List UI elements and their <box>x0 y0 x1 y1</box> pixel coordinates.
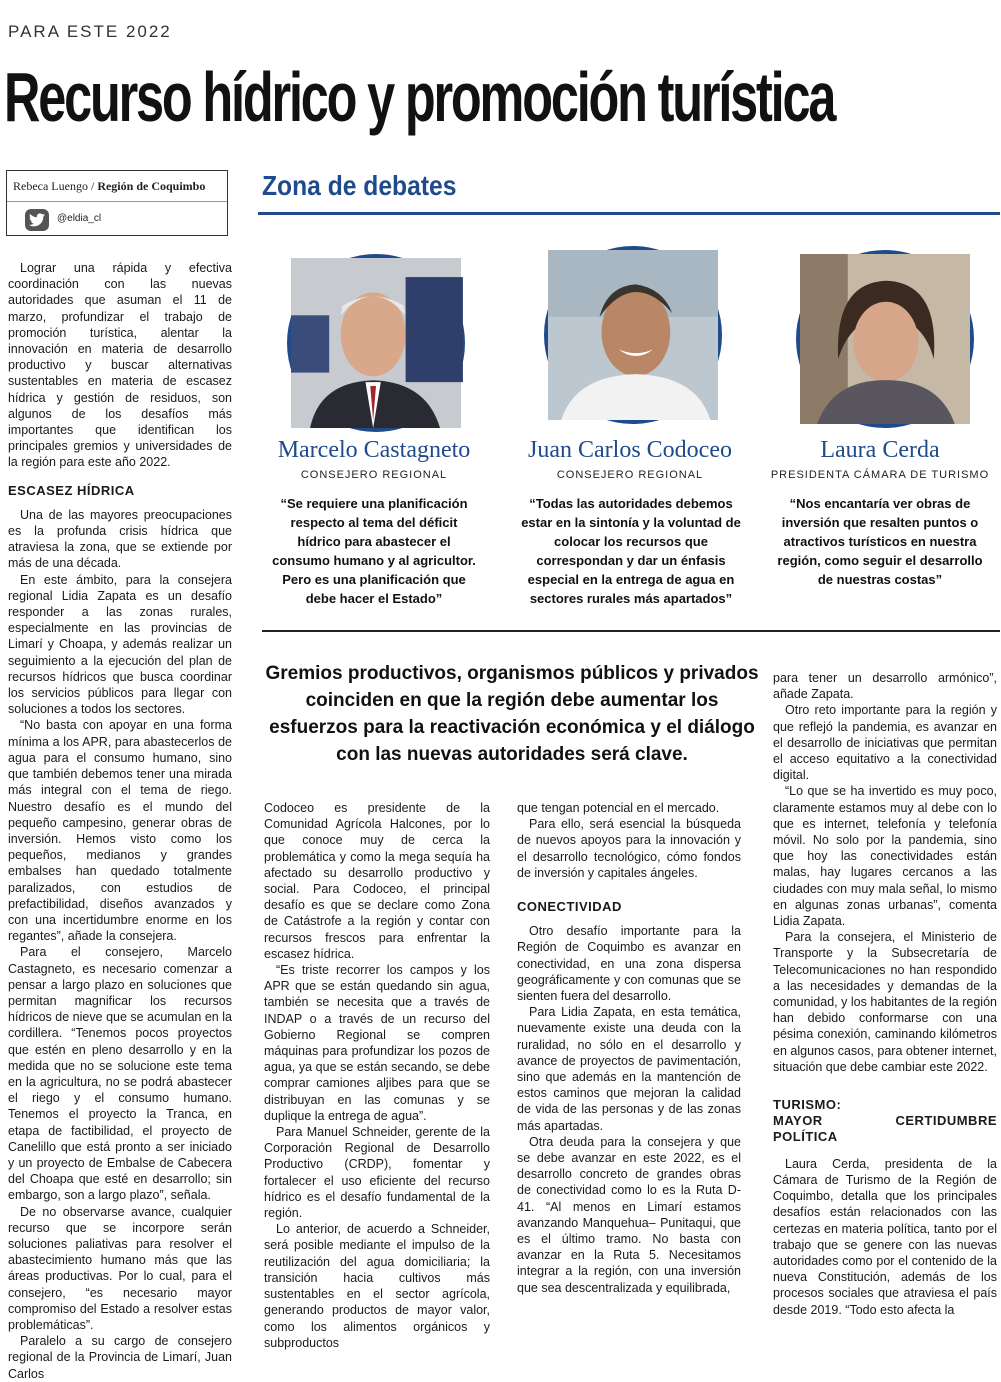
article-column-4 <box>773 670 997 1320</box>
body-paragraph: En este ámbito, para la consejera regional Lidia Zapata es un desafío responder a las zonas rurales, especialmente en las provincias de Limarí y Choapa, y además realizar un seguimiento a la ejecución del plan de recursos hídricos que busca coordinar los servicios públicos para llegar con soluciones a todos los sectores. <box>8 572 232 717</box>
panelist-name: Juan Carlos Codoceo <box>528 437 732 463</box>
body-paragraph: Laura Cerda, presidenta de la Cámara de Turismo de la Región de Coquimbo, detalla que los principales desafíos están relacionados con las certezas en materia política, tanto por el trabajo que se genere con las nuevas autoridades como por el contenido de la nueva Constitución, además de los procesos sociales que atraviesa el país desde 2019. “Todo esto afecta la <box>773 1156 997 1317</box>
panelist-name: Laura Cerda <box>820 437 940 463</box>
byline-box <box>6 170 228 236</box>
body-paragraph: que tengan potencial en el mercado. <box>517 801 720 815</box>
body-paragraph: Lograr una rápida y efectiva coordinación con las nuevas autoridades que asuman el 11 de marzo, profundizar el trabajo de promoción turística, alentar la innovación en materia de desarrollo productivo y buscar alternativas sustentables en materia de escasez hídrica y gestión de residuos, son algunos de los desafíos más importantes que identifican los principales gremios y universidades de la región para este año 2022. <box>8 261 232 470</box>
article-column-1 <box>8 260 232 1381</box>
body-paragraph: para tener un desarrollo armónico”, añade Zapata. <box>773 671 997 702</box>
body-paragraph: “Es triste recorrer los campos y los APR que se están quedando sin agua, también se necesita que a través de INDAP o a través de un recurso del Gobierno Regional se compren máquinas para profundizar los pozos de agua, ya que se están secando, se debe comprar camiones aljibes para que se distribuyan en las comunas y se duplique la entrega de agua”. <box>264 963 490 1123</box>
portrait-juan-carlos-codoceo <box>544 246 722 424</box>
body-paragraph: Paralelo a su cargo de consejero regional de la Provincia de Limarí, Juan Carlos <box>8 1334 232 1381</box>
twitter-handle: @eldia_cl <box>57 213 102 224</box>
section-title: Zona de debates <box>262 170 457 201</box>
twitter-icon <box>25 209 49 231</box>
body-paragraph: Para el consejero, Marcelo Castagneto, es necesario comenzar a pensar a largo plazo en soluciones que permitan magnificar los recursos hídricos de nieve que se acumulan en la cordillera. “Tenemos pocos proyectos que estén en pleno desarrollo y en la medida que no se solucione este tema en la agricultura, no se podrá abastecer el riego y el consumo humano. Tenemos el proyecto la Tranca, en etapa de factibilidad, el proyecto de Canelillo que está pronto a ser iniciado y un proyecto de Embalse de Cabecera del Choapa que esté en desarrollo; sin embargo, son a largo plazo”, señala. <box>8 945 232 1203</box>
lead-paragraph: Gremios productivos, organismos públicos y privados coinciden en que la región debe aumentar los esfuerzos para la reactivación económica y el diálogo con las nuevas autoridades será clave. <box>265 663 759 765</box>
kicker: PARA ESTE 2022 <box>8 22 172 41</box>
body-paragraph: Otro reto importante para la región y que reflejó la pandemia, es avanzar en el desarrollo de iniciativas que permitan el acceso equitativo a la conectividad digital. <box>773 703 997 783</box>
panelist-role: CONSEJERO REGIONAL <box>300 469 448 481</box>
portrait-marcelo-castagneto <box>287 254 465 432</box>
body-paragraph: Una de las mayores preocupaciones es la profunda crisis hídrica que atraviesa la zona, que se extiende por más de una década. <box>8 507 232 571</box>
body-paragraph: Otro desafío importante para la Región de Coquimbo es avanzar en conectividad, en una zona dispersa geográficamente y con comunas que se sienten fuera del desarrollo. <box>517 924 741 1004</box>
body-paragraph: Para la consejera, el Ministerio de Transporte y la Subsecretaría de Telecomunicaciones no han respondido a las necesidades y demandas de la comunidad, y los habitantes de la región han debido conformarse con una pésima conexión, caminando kilómetros en algunos casos, para obtener internet, situación que debe cambiar este 2022. <box>773 930 997 1074</box>
headline: Recurso hídrico y promoción turística <box>4 58 835 136</box>
author: Rebeca Luengo <box>13 179 88 193</box>
body-paragraph: “Lo que se ha invertido es muy poco, claramente estamos muy al debe con lo que es internet, telefonía y telefonía móvil. No solo por la pandemia, sino que hoy las conectividades están malas, hay lugares cercanos a las ciudades con muy mala señal, lo mismo en algunas zonas urbanas”, comenta Lidia Zapata. <box>773 784 997 929</box>
subheading-turismo: TURISMO: <box>773 1097 842 1113</box>
panelist-quote: “Nos encantaría ver obras de inversión que resalten puntos o atractivos turísticos en nuestra región, como seguir el desarrollo de nuestras costas” <box>777 496 983 587</box>
panel-divider <box>262 630 1000 632</box>
body-paragraph: Lo anterior, de acuerdo a Schneider, será posible mediante el impulso de la reutilización del agua domiciliaria; la transición hacia cultivos más sustentables en el sector agrícola, generando productos de mayor valor, como los alimentos orgánicos y subproductos <box>264 1222 490 1350</box>
section-rule <box>258 212 1000 215</box>
panelist-role: CONSEJERO REGIONAL <box>556 469 704 481</box>
article-column-2 <box>264 800 490 1350</box>
subheading-conectividad: CONECTIVIDAD <box>517 899 622 915</box>
body-paragraph: Para Manuel Schneider, gerente de la Corporación Regional de Desarrollo Productivo (CRDP), fomentar y fortalecer el uso eficiente del recurso hídrico es el desafío fundamental de la región. <box>264 1125 490 1221</box>
body-paragraph: Para Lidia Zapata, en esta temática, nuevamente existe una deuda con la ruralidad, no sólo en el desarrollo y avance de proyectos de pavimentación, sino que además en la mantención de estos caminos que mejoran la calidad de vida de las personas y de las zonas más apartadas. <box>517 1005 741 1133</box>
panelist-role: PRESIDENTA CÁMARA DE TURISMO <box>770 469 990 481</box>
panelist-name: Marcelo Castagneto <box>277 437 471 463</box>
byline-divider <box>7 201 227 202</box>
article-column-3 <box>517 800 741 1320</box>
region: Región de Coquimbo <box>97 179 206 193</box>
body-paragraph: Para ello, será esencial la búsqueda de nuevos apoyos para la innovación y el desarrollo tecnológico, cómo fondos de inversión y capitales ángeles. <box>517 817 741 880</box>
panelist-quote: “Todas las autoridades debemos estar en la sintonía y la voluntad de colocar los recursos que correspondan y dar un énfasis especial en la entrega de agua en sectores rurales más apartados” <box>521 496 741 606</box>
panelist-quote: “Se requiere una planificación respecto al tema del déficit hídrico para abastecer el consumo humano y al agricultor. Pero es una planificación que debe hacer el Estado” <box>272 496 476 606</box>
portrait-laura-cerda <box>796 250 974 428</box>
body-paragraph: Otra deuda para la consejera y que se debe avanzar en este 2022, es el desarrollo concreto de grandes obras de conectividad como lo es la Ruta D-41. “Al menos en Limarí estamos avanzando Manquehua– Punitaqui, que es el último tramo. No basta con avanzar en la Ruta 5. Necesitamos integrar a la región, con una inversión que sea descentralizada y equilibrada, <box>517 1134 741 1295</box>
subheading-certidumbre: MAYOR CERTIDUMBRE POLÍTICA <box>773 1113 997 1145</box>
body-paragraph: “No basta con apoyar en una forma mínima a los APR, para abastecerlos de agua para el consumo humano, sino que también debemos tener una mirada más integral con el tema de riego. Nuestro desafío es el mundo del pequeño campesino, generar obras de inversión. Hemos visto como los pequeños, medianos y grandes embalses han quedado totalmente paralizados, con estudios de prefactibilidad, diseños avanzados y con una incertidumbre enorme en los regantes”, añade la consejera. <box>8 718 232 944</box>
byline-separator: / <box>90 179 95 193</box>
body-paragraph: Codoceo es presidente de la Comunidad Agrícola Halcones, por lo que conoce muy de cerca la problemática y como la mega sequía ha afectado su desarrollo productivo y social. Para Codoceo, el principal desafío es que se declare como Zona de Catástrofe a la región y contar con recursos frescos para enfrentar la escasez hídrica. <box>264 801 490 961</box>
subheading-escasez: ESCASEZ HÍDRICA <box>8 482 135 498</box>
byline-names <box>13 179 205 194</box>
body-paragraph: De no observarse avance, cualquier recurso que se incorpore serán soluciones paliativas para resolver el abastecimiento humano más que las áreas productivas. Por lo cual, para el consejero, “es necesario mayor compromiso del Estado a resolver estas problemáticas”. <box>8 1204 232 1332</box>
